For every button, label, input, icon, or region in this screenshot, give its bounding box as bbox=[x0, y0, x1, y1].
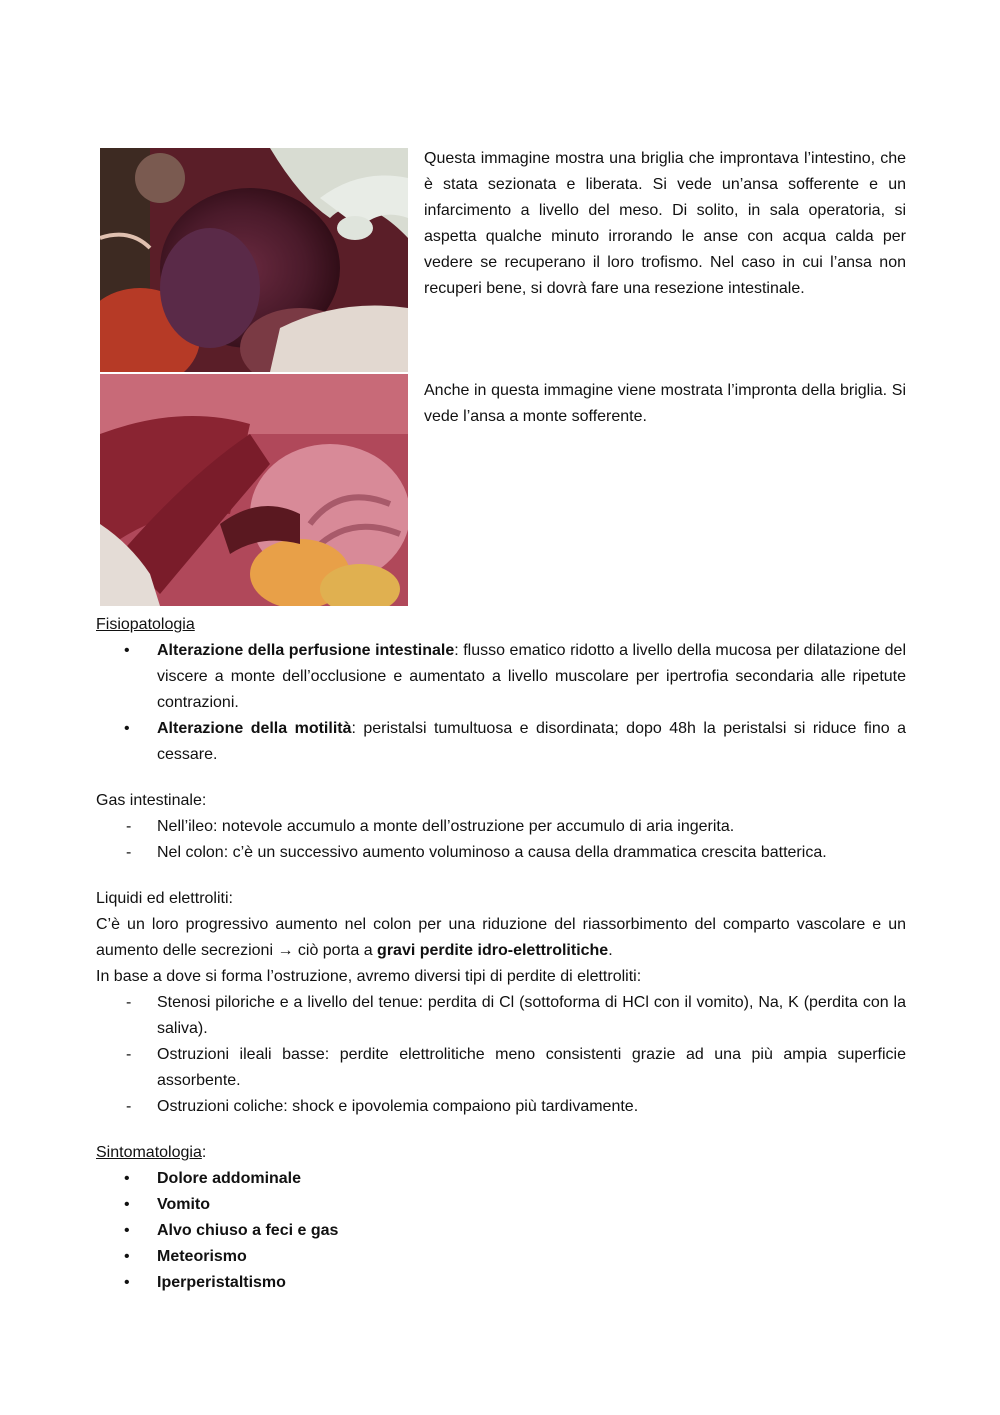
list-item: - Nell’ileo: notevole accumulo a monte dell’ostruzione per accumulo di aria ingerita. bbox=[96, 814, 906, 840]
list-item bbox=[96, 638, 906, 716]
symptom-label: Dolore addominale bbox=[157, 1170, 302, 1187]
elettroliti-list bbox=[96, 990, 906, 1120]
photo-caption-second: Anche in questa immagine viene mostrata l’impronta della briglia. Si vede l’ansa a monte sofferente. bbox=[424, 382, 906, 425]
symptom-label: Iperperistaltismo bbox=[157, 1274, 286, 1291]
heading-colon: : bbox=[201, 1144, 207, 1161]
symptom-label: Vomito bbox=[157, 1196, 211, 1213]
symptom-label: Meteorismo bbox=[157, 1248, 247, 1265]
gas-list bbox=[96, 814, 906, 866]
list-item bbox=[96, 1218, 906, 1244]
heading-liquidi-elettroliti: Liquidi ed elettroliti: bbox=[96, 890, 233, 907]
list-item bbox=[96, 1166, 906, 1192]
paragraph-emphasis: gravi perdite idro-elettrolitiche bbox=[377, 942, 609, 959]
list-item bbox=[96, 1192, 906, 1218]
heading-gas-intestinale: Gas intestinale: bbox=[96, 792, 207, 809]
list-item bbox=[96, 716, 906, 768]
list-item: - Ostruzioni coliche: shock e ipovolemia compaiono più tardivamente. bbox=[96, 1094, 906, 1120]
liquidi-intro: In base a dove si forma l’ostruzione, avremo diversi tipi di perdite di elettroliti: bbox=[96, 968, 642, 985]
sintomatologia-list bbox=[96, 1166, 906, 1296]
list-item-text: : flusso ematico ridotto a livello della mucosa per dilatazione del viscere a monte dell’occlusione e aumentato a livello muscolare per ipertrofia secondaria alle ripetute contrazioni. bbox=[157, 642, 907, 711]
surgical-photo-bowel-loop bbox=[100, 148, 408, 372]
document-body bbox=[96, 612, 906, 1296]
heading-text: Sintomatologia bbox=[96, 1144, 202, 1161]
list-item-term: Alterazione della perfusione intestinale bbox=[157, 642, 455, 659]
heading-fisiopatologia: Fisiopatologia bbox=[96, 616, 195, 633]
liquidi-paragraph bbox=[96, 912, 906, 964]
heading-sintomatologia bbox=[96, 1140, 906, 1166]
list-item: - Nel colon: c’è un successivo aumento voluminoso a causa della drammatica crescita batterica. bbox=[96, 840, 906, 866]
list-item bbox=[96, 1244, 906, 1270]
paragraph-text: C’è un loro progressivo aumento nel colon per una riduzione del riassorbimento del comparto vascolare e un aumento delle secrezioni → ciò porta a bbox=[96, 916, 906, 959]
list-item: - Stenosi piloriche e a livello del tenue: perdita di Cl (sottoforma di HCl con il vomito), Na, K (perdita con la saliva). bbox=[96, 990, 906, 1042]
list-item-term: Alterazione della motilità bbox=[157, 720, 352, 737]
symptom-label: Alvo chiuso a feci e gas bbox=[157, 1222, 339, 1239]
surgical-photo-band-imprint bbox=[100, 374, 408, 606]
photo-caption-first: Questa immagine mostra una briglia che improntava l’intestino, che è stata sezionata e liberata. Si vede un’ansa sofferente e un infarcimento a livello del meso. Di solito, in sala operatoria, si aspetta qualche minuto irrorando le anse con acqua calda per vedere se recuperano il loro trofismo. Nel caso in cui l’ansa non recuperi bene, si dovrà fare una resezione intestinale. bbox=[424, 150, 906, 297]
fisiopatologia-list bbox=[96, 638, 906, 768]
list-item-text: : peristalsi tumultuosa e disordinata; dopo 48h la peristalsi si riduce fino a cessare. bbox=[157, 720, 906, 763]
paragraph-text-end: . bbox=[608, 942, 613, 959]
list-item: - Ostruzioni ileali basse: perdite elettrolitiche meno consistenti grazie ad una più ampia superficie assorbente. bbox=[96, 1042, 906, 1094]
list-item bbox=[96, 1270, 906, 1296]
